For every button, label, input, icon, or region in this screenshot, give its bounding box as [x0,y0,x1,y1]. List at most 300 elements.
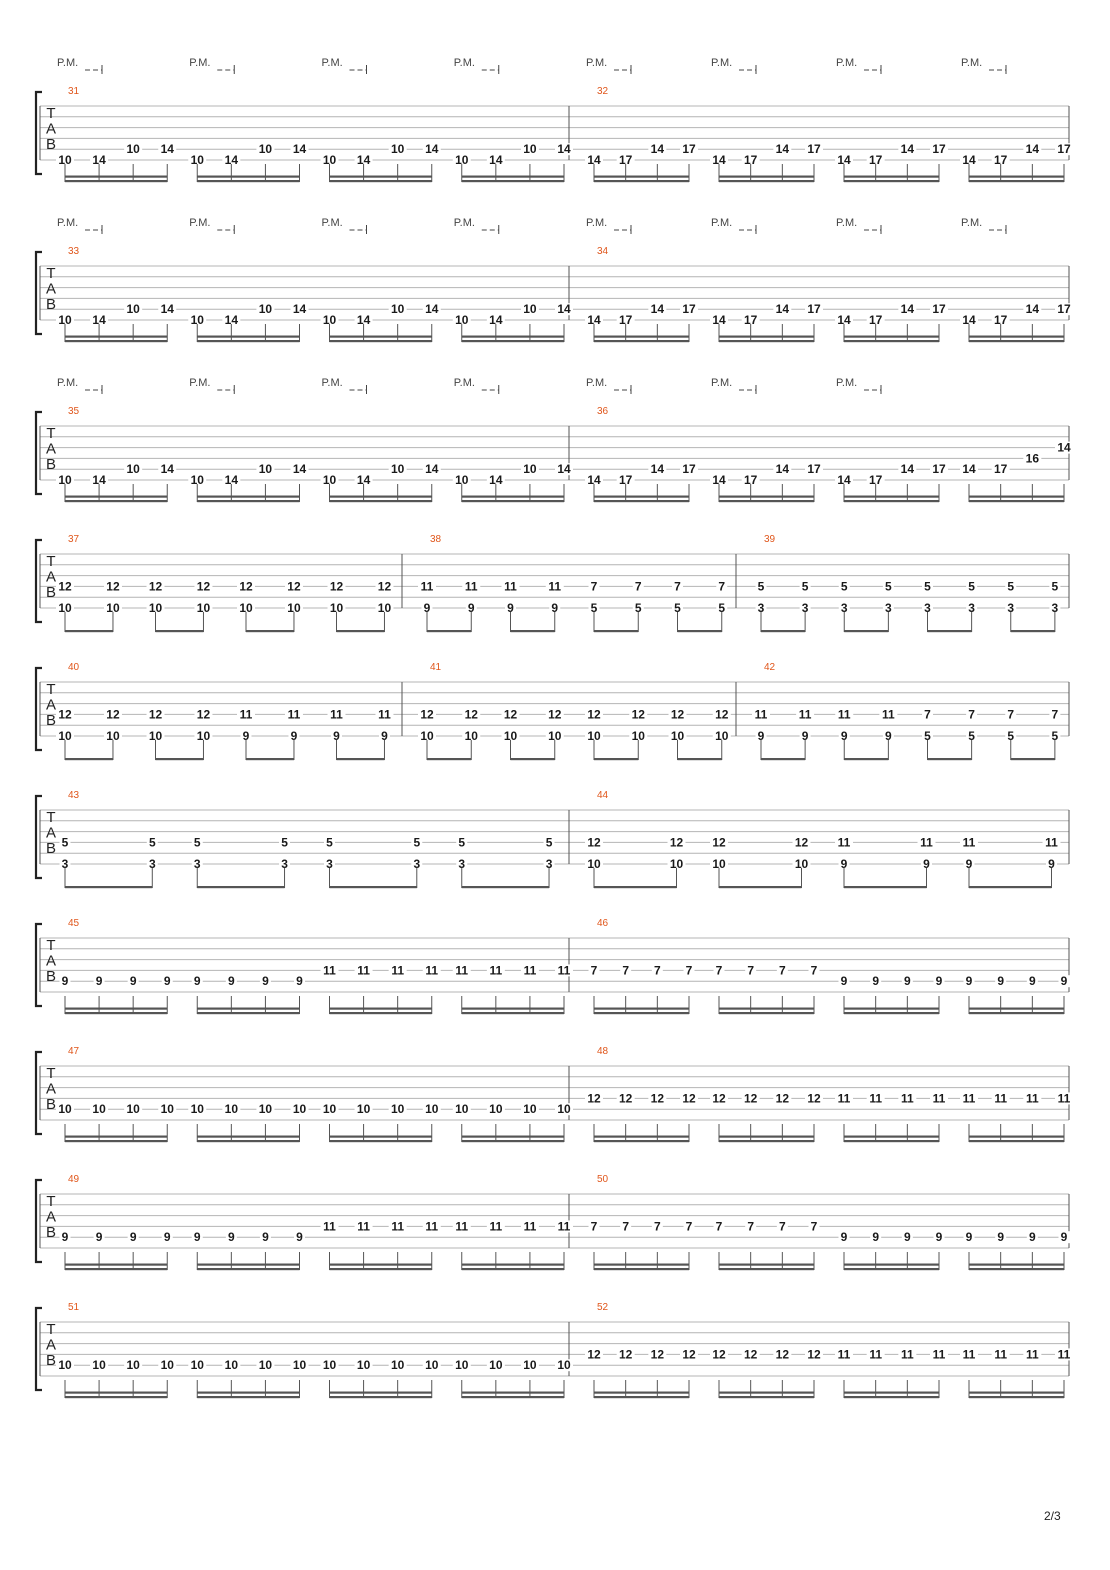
fret-number: 10 [455,1358,469,1373]
fret-number: 12 [329,579,344,594]
fret-number: 11 [837,835,851,850]
beam [844,1396,939,1398]
fret-number: 10 [377,601,392,615]
measure-number: 44 [597,790,609,801]
beam-secondary [197,1008,299,1010]
fret-number: 10 [523,1102,537,1117]
fret-number: 12 [712,835,726,850]
fret-number: 12 [148,579,163,594]
palm-mute-label: P.M. [961,57,983,69]
palm-mute-label: P.M. [586,377,608,389]
beam [246,758,294,760]
fret-number: 9 [1028,1230,1036,1245]
fret-number: 12 [631,707,645,722]
beam [594,630,638,632]
measure-number: 43 [68,790,80,801]
beam-secondary [719,496,814,498]
beam [462,1396,564,1398]
fret-number: 9 [872,974,880,989]
fret-number: 3 [545,857,553,871]
fret-number: 10 [322,153,337,167]
beam [594,1140,689,1142]
fret-number: 10 [190,153,204,167]
palm-mute-label: P.M. [453,57,475,69]
fret-number: 9 [935,974,943,989]
beam-secondary [65,1136,167,1138]
measure-number: 51 [68,1302,80,1313]
fret-number: 7 [634,579,642,594]
tab-clef-letter: T [46,681,56,698]
fret-number: 7 [653,1219,661,1234]
measure-number: 49 [68,1174,80,1185]
measure-number: 40 [68,662,80,673]
fret-number: 10 [190,1102,204,1117]
measure-number: 37 [68,534,80,545]
beam-secondary [462,496,564,498]
fret-number: 14 [557,462,571,477]
fret-number: 12 [743,1091,758,1106]
fret-number: 14 [224,153,239,167]
beam-secondary [969,176,1064,178]
fret-number: 11 [962,835,976,850]
fret-number: 11 [962,1091,976,1106]
tab-clef-letter: A [45,1080,57,1098]
fret-number: 9 [997,974,1005,989]
tab-clef-letter: A [45,1336,57,1354]
beam [197,1012,299,1014]
tab-clef-letter: B [45,296,57,313]
fret-number: 5 [1051,729,1059,743]
fret-number: 7 [685,1219,693,1234]
beam-secondary [969,1392,1064,1394]
beam [330,500,432,502]
system-bracket [36,412,42,494]
fret-number: 5 [674,601,681,615]
palm-mute-label: P.M. [961,217,983,229]
fret-number: 9 [129,1230,137,1245]
measure-number: 45 [68,918,80,929]
fret-number: 10 [126,1102,140,1117]
fret-number: 9 [840,974,848,989]
fret-number: 11 [557,1219,571,1234]
beam [969,1268,1064,1270]
fret-number: 14 [650,302,665,317]
beam [969,886,1052,888]
fret-number: 5 [1007,729,1015,743]
beam-secondary [330,1008,432,1010]
fret-number: 11 [548,579,562,594]
tab-clef-letter: B [45,968,57,985]
beam [330,1140,432,1142]
fret-number: 12 [712,1091,726,1106]
fret-number: 12 [464,707,478,722]
fret-number: 10 [503,729,518,743]
fret-number: 11 [287,707,301,722]
fret-number: 10 [523,1358,537,1373]
beam [197,1396,299,1398]
beam [594,500,689,502]
fret-number: 11 [391,1219,405,1234]
tab-clef-letter: A [45,568,57,586]
fret-number: 14 [557,302,571,317]
fret-number: 12 [807,1091,821,1106]
fret-number: 17 [1057,302,1071,317]
fret-number: 14 [650,142,665,157]
beam [761,630,805,632]
beam [761,758,805,760]
beam-secondary [462,336,564,338]
fret-number: 14 [712,313,726,327]
fret-number: 9 [333,729,340,743]
fret-number: 12 [775,1347,790,1362]
fret-number: 14 [837,473,851,487]
fret-number: 5 [840,579,848,594]
fret-number: 9 [61,974,69,989]
fret-number: 10 [196,729,211,743]
fret-number: 10 [58,729,72,743]
fret-number: 7 [1007,707,1015,722]
fret-number: 7 [810,1219,818,1234]
fret-number: 12 [794,835,809,850]
fret-number: 14 [775,142,790,157]
fret-number: 14 [837,313,851,327]
tab-clef-letter: T [46,105,56,122]
beam [65,1396,167,1398]
beam [65,1140,167,1142]
fret-number: 7 [924,707,931,722]
fret-number: 14 [425,302,439,317]
fret-number: 14 [962,153,976,167]
fret-number: 12 [58,707,72,722]
fret-number: 7 [1051,707,1059,722]
fret-number: 10 [587,729,601,743]
fret-number: 9 [935,1230,943,1245]
fret-number: 9 [840,857,848,871]
fret-number: 9 [467,601,475,615]
palm-mute-label: P.M. [586,57,608,69]
page-number: 2/3 [1044,1509,1061,1523]
fret-number: 7 [590,579,598,594]
fret-number: 3 [840,601,848,615]
fret-number: 5 [326,835,333,850]
fret-number: 11 [357,1219,370,1234]
fret-number: 7 [715,963,723,978]
fret-number: 7 [715,1219,723,1234]
fret-number: 5 [634,601,642,615]
fret-number: 10 [523,462,537,477]
fret-number: 9 [95,1230,103,1245]
fret-number: 10 [126,302,140,317]
measure-number: 33 [68,246,80,257]
beam-secondary [594,1264,689,1266]
fret-number: 3 [801,601,809,615]
beam-secondary [197,336,299,338]
beam-secondary [197,496,299,498]
fret-number: 11 [455,963,469,978]
beam-secondary [330,1136,432,1138]
fret-number: 10 [148,601,163,615]
fret-number: 10 [190,313,204,327]
beam [844,1012,939,1014]
measure-number: 36 [597,406,609,417]
fret-number: 12 [618,1347,633,1362]
beam [678,758,722,760]
measure-number: 32 [597,86,609,97]
fret-number: 9 [965,974,973,989]
beam [719,340,814,342]
fret-number: 12 [587,835,601,850]
fret-number: 11 [994,1091,1008,1106]
fret-number: 14 [650,462,665,477]
fret-number: 3 [757,601,765,615]
fret-number: 10 [258,1102,273,1117]
fret-number: 10 [92,1358,106,1373]
system-bracket [36,1180,42,1262]
system-bracket [36,924,42,1006]
beam [594,758,638,760]
beam [844,630,888,632]
fret-number: 12 [682,1347,696,1362]
fret-number: 10 [322,1102,337,1117]
fret-number: 12 [106,579,120,594]
fret-number: 11 [489,963,503,978]
palm-mute-label: P.M. [711,57,733,69]
tab-clef-letter: T [46,1321,56,1338]
fret-number: 10 [106,601,120,615]
fret-number: 16 [1025,451,1040,466]
fret-number: 10 [329,601,344,615]
measure-number: 41 [430,662,442,673]
fret-number: 14 [292,462,307,477]
beam-secondary [844,176,939,178]
fret-number: 10 [390,1102,405,1117]
fret-number: 10 [587,857,601,871]
beam [462,500,564,502]
fret-number: 11 [1057,1347,1071,1362]
fret-number: 11 [323,963,336,978]
beam [594,180,689,182]
beam [330,1396,432,1398]
fret-number: 10 [58,1358,72,1373]
tab-clef-letter: T [46,425,56,442]
fret-number: 9 [757,729,765,743]
beam [844,1268,939,1270]
fret-number: 10 [126,1358,140,1373]
beam [1011,758,1055,760]
fret-number: 9 [61,1230,69,1245]
fret-number: 14 [425,142,439,157]
beam [928,630,972,632]
fret-number: 11 [425,963,439,978]
system-bracket [36,1052,42,1134]
fret-number: 14 [292,142,307,157]
fret-number: 14 [587,473,601,487]
fret-number: 17 [932,462,946,477]
fret-number: 10 [160,1358,174,1373]
fret-number: 10 [523,302,537,317]
fret-number: 11 [489,1219,503,1234]
beam [65,1268,167,1270]
fret-number: 9 [872,1230,880,1245]
tab-clef-letter: T [46,1193,56,1210]
fret-number: 5 [413,835,421,850]
fret-number: 5 [458,835,466,850]
tab-clef-letter: T [46,265,56,282]
fret-number: 12 [420,707,434,722]
fret-number: 14 [489,313,503,327]
fret-number: 11 [837,1347,851,1362]
beam-secondary [197,1264,299,1266]
beam-secondary [594,1008,689,1010]
fret-number: 10 [455,1102,469,1117]
beam [197,1140,299,1142]
fret-number: 17 [807,462,821,477]
tab-clef-letter: B [45,1352,57,1369]
fret-number: 10 [455,473,469,487]
fret-number: 12 [587,707,601,722]
beam [969,340,1064,342]
tab-clef-letter: B [45,584,57,601]
fret-number: 17 [682,462,696,477]
beam-secondary [969,1264,1064,1266]
fret-number: 10 [58,153,72,167]
fret-number: 10 [322,313,337,327]
fret-number: 10 [631,729,645,743]
fret-number: 14 [356,153,371,167]
fret-number: 10 [557,1358,571,1373]
beam [594,1396,689,1398]
beam-secondary [719,1392,814,1394]
fret-number: 10 [712,857,726,871]
fret-number: 10 [794,857,809,871]
fret-number: 9 [423,601,431,615]
fret-number: 9 [262,974,269,989]
tab-clef-letter: T [46,1065,56,1082]
fret-number: 14 [962,462,976,477]
fret-number: 5 [61,835,69,850]
beam [330,886,417,888]
fret-number: 3 [193,857,201,871]
fret-number: 7 [622,963,630,978]
fret-number: 12 [669,835,684,850]
fret-number: 11 [932,1347,946,1362]
beam-secondary [197,1136,299,1138]
beam [719,1140,814,1142]
fret-number: 5 [590,601,598,615]
fret-number: 10 [715,729,729,743]
fret-number: 5 [968,579,975,594]
fret-number: 3 [148,857,156,871]
fret-number: 11 [1057,1091,1071,1106]
fret-number: 14 [1025,302,1040,317]
beam [337,758,385,760]
fret-number: 7 [590,963,598,978]
beam [427,630,471,632]
beam [969,180,1064,182]
beam [427,758,471,760]
fret-number: 3 [968,601,975,615]
tab-clef-letter: A [45,696,57,714]
fret-number: 9 [129,974,137,989]
fret-number: 9 [163,1230,171,1245]
beam-secondary [719,336,814,338]
fret-number: 9 [923,857,930,871]
beam [594,1012,689,1014]
fret-number: 14 [587,153,601,167]
fret-number: 10 [390,462,405,477]
tab-clef-letter: B [45,1224,57,1241]
fret-number: 10 [292,1358,307,1373]
fret-number: 5 [545,835,553,850]
beam [197,1268,299,1270]
fret-number: 3 [458,857,466,871]
tab-clef-letter: T [46,553,56,570]
palm-mute-label: P.M. [586,217,608,229]
fret-number: 10 [523,142,537,157]
beam [246,630,294,632]
fret-number: 11 [420,579,434,594]
fret-number: 17 [618,153,633,167]
fret-number: 9 [801,729,809,743]
fret-number: 12 [106,707,120,722]
beam [719,1396,814,1398]
fret-number: 9 [885,729,892,743]
beam [969,1140,1064,1142]
fret-number: 5 [1051,579,1059,594]
beam [462,340,564,342]
beam-secondary [197,176,299,178]
beam-secondary [462,1008,564,1010]
fret-number: 10 [390,1358,405,1373]
fret-number: 12 [715,707,729,722]
system-bracket [36,796,42,878]
system-bracket [36,1308,42,1390]
fret-number: 14 [775,462,790,477]
beam-secondary [330,176,432,178]
tab-clef-letter: A [45,952,57,970]
tab-clef-letter: B [45,1096,57,1113]
measure-number: 42 [764,662,776,673]
measure-number: 48 [597,1046,609,1057]
beam-secondary [969,336,1064,338]
fret-number: 11 [1045,835,1058,850]
fret-number: 5 [193,835,201,850]
palm-mute-label: P.M. [711,217,733,229]
fret-number: 9 [193,1230,201,1245]
palm-mute-label: P.M. [453,217,475,229]
beam-secondary [330,496,432,498]
fret-number: 10 [58,1102,72,1117]
fret-number: 17 [807,142,821,157]
fret-number: 14 [1025,142,1040,157]
fret-number: 10 [258,142,273,157]
tab-clef-letter: T [46,937,56,954]
fret-number: 7 [778,963,786,978]
beam [844,180,939,182]
fret-number: 11 [425,1219,439,1234]
fret-number: 9 [1048,857,1055,871]
fret-number: 10 [390,142,405,157]
palm-mute-label: P.M. [453,377,475,389]
fret-number: 5 [924,729,931,743]
fret-number: 9 [296,1230,303,1245]
fret-number: 12 [670,707,685,722]
beam-secondary [844,496,939,498]
fret-number: 14 [292,302,307,317]
fret-number: 17 [743,153,758,167]
beam-secondary [462,1264,564,1266]
beam [197,340,299,342]
